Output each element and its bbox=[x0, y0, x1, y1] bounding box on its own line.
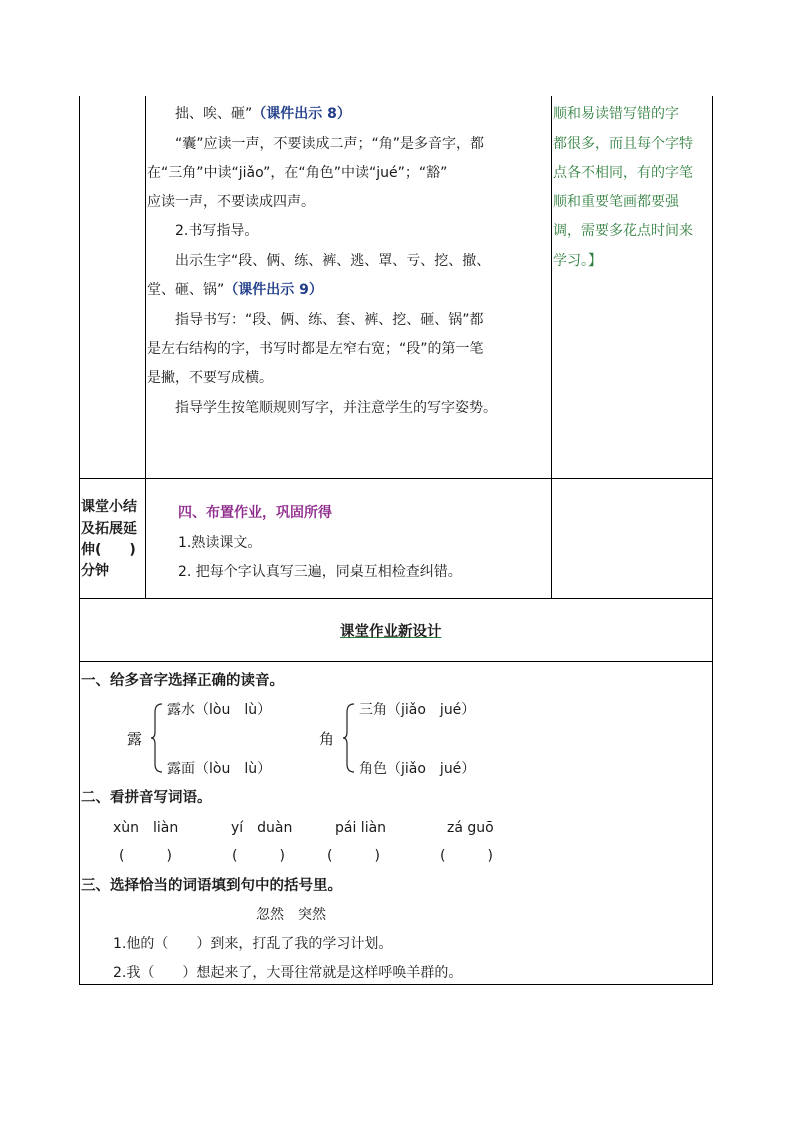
table-bottom-border bbox=[79, 984, 713, 985]
lu-option-top: 露水（lòu lù） bbox=[167, 702, 272, 718]
pinyin-2: yí duàn bbox=[231, 820, 293, 836]
homework-item-2: 2. 把每个字认真写三遍，同桌互相检查纠错。 bbox=[178, 564, 462, 580]
answer-blank-2[interactable]: ( ) bbox=[232, 848, 285, 864]
lesson-line-11: 指导学生按笔顺规则写字，并注意学生的写字姿势。 bbox=[175, 400, 497, 416]
lesson-line-10: 是撇，不要写成横。 bbox=[147, 370, 273, 386]
sentence-1: 1.他的（ ）到来，打乱了我的学习计划。 bbox=[113, 936, 393, 952]
note-line-5: 调，需要多花点时间来 bbox=[553, 223, 693, 239]
lesson-line-5: 2.书写指导。 bbox=[175, 223, 259, 239]
brace-icon bbox=[150, 702, 164, 774]
polyphone-char-jiao: 角 bbox=[319, 730, 335, 748]
note-line-6: 学习。】 bbox=[553, 253, 602, 269]
courseware-link-8[interactable]: （课件出示 8） bbox=[252, 106, 351, 122]
summary-label-3: 伸( ) bbox=[81, 542, 136, 558]
sentence-2: 2.我（ ）想起来了，大哥往常就是这样呼唤羊群的。 bbox=[113, 965, 463, 981]
note-line-2: 都很多，而且每个字特 bbox=[553, 136, 693, 152]
note-line-4: 顺和重要笔画都要强 bbox=[553, 194, 679, 210]
word-options: 忽然 突然 bbox=[256, 907, 326, 923]
note-line-3: 点各不相同，有的字笔 bbox=[553, 165, 693, 181]
answer-blank-4[interactable]: ( ) bbox=[440, 848, 493, 864]
lu-option-bottom: 露面（lòu lù） bbox=[167, 761, 272, 777]
col-divider-1 bbox=[145, 96, 146, 598]
polyphone-char-lu: 露 bbox=[127, 730, 143, 748]
lesson-line-1: 拙、唉、砸”（课件出示 8） bbox=[175, 106, 351, 122]
design-title: 课堂作业新设计 bbox=[340, 624, 442, 640]
courseware-link-9[interactable]: （课件出示 9） bbox=[224, 282, 323, 298]
brace-icon bbox=[342, 702, 356, 774]
table-left-border bbox=[79, 96, 80, 985]
jiao-option-bottom: 角色（jiǎo jué） bbox=[359, 761, 476, 777]
exercise1-heading: 一、给多音字选择正确的读音。 bbox=[81, 673, 284, 689]
homework-heading: 四、布置作业，巩固所得 bbox=[178, 505, 332, 521]
summary-label-1: 课堂小结 bbox=[81, 499, 137, 515]
row-divider-1 bbox=[79, 478, 713, 479]
pinyin-1: xùn liàn bbox=[113, 820, 179, 836]
pinyin-4: zá guō bbox=[447, 820, 494, 836]
lesson-line-4: 应读一声，不要读成四声。 bbox=[147, 194, 315, 210]
table-right-border bbox=[712, 96, 713, 985]
row-divider-3 bbox=[79, 661, 713, 662]
lesson-line-3: 在“三角”中读“jiǎo”，在“角色”中读“jué”；“豁” bbox=[147, 165, 448, 181]
exercise3-heading: 三、选择恰当的词语填到句中的括号里。 bbox=[81, 878, 342, 894]
row-divider-2 bbox=[79, 598, 713, 599]
answer-blank-1[interactable]: ( ) bbox=[119, 848, 172, 864]
note-line-1: 顺和易读错写错的字 bbox=[553, 106, 679, 122]
homework-item-1: 1.熟读课文。 bbox=[178, 535, 262, 551]
answer-blank-3[interactable]: ( ) bbox=[327, 848, 380, 864]
exercise2-heading: 二、看拼音写词语。 bbox=[81, 790, 212, 806]
pinyin-3: pái liàn bbox=[335, 820, 387, 836]
lesson-line-8: 指导书写：“段、俩、练、套、裤、挖、砸、锅”都 bbox=[175, 312, 484, 328]
col-divider-2 bbox=[551, 96, 552, 598]
lesson-line-7: 堂、砸、锅”（课件出示 9） bbox=[147, 282, 323, 298]
summary-label-2: 及拓展延 bbox=[81, 521, 137, 537]
jiao-option-top: 三角（jiǎo jué） bbox=[359, 702, 476, 718]
lesson-line-9: 是左右结构的字，书写时都是左窄右宽；“段”的第一笔 bbox=[147, 341, 484, 357]
lesson-line-2: “囊”应读一声，不要读成二声；“角”是多音字，都 bbox=[175, 136, 485, 152]
lesson-line-6: 出示生字“段、俩、练、裤、逃、罩、亏、挖、撤、 bbox=[175, 253, 491, 269]
summary-label-4: 分钟 bbox=[81, 563, 109, 579]
